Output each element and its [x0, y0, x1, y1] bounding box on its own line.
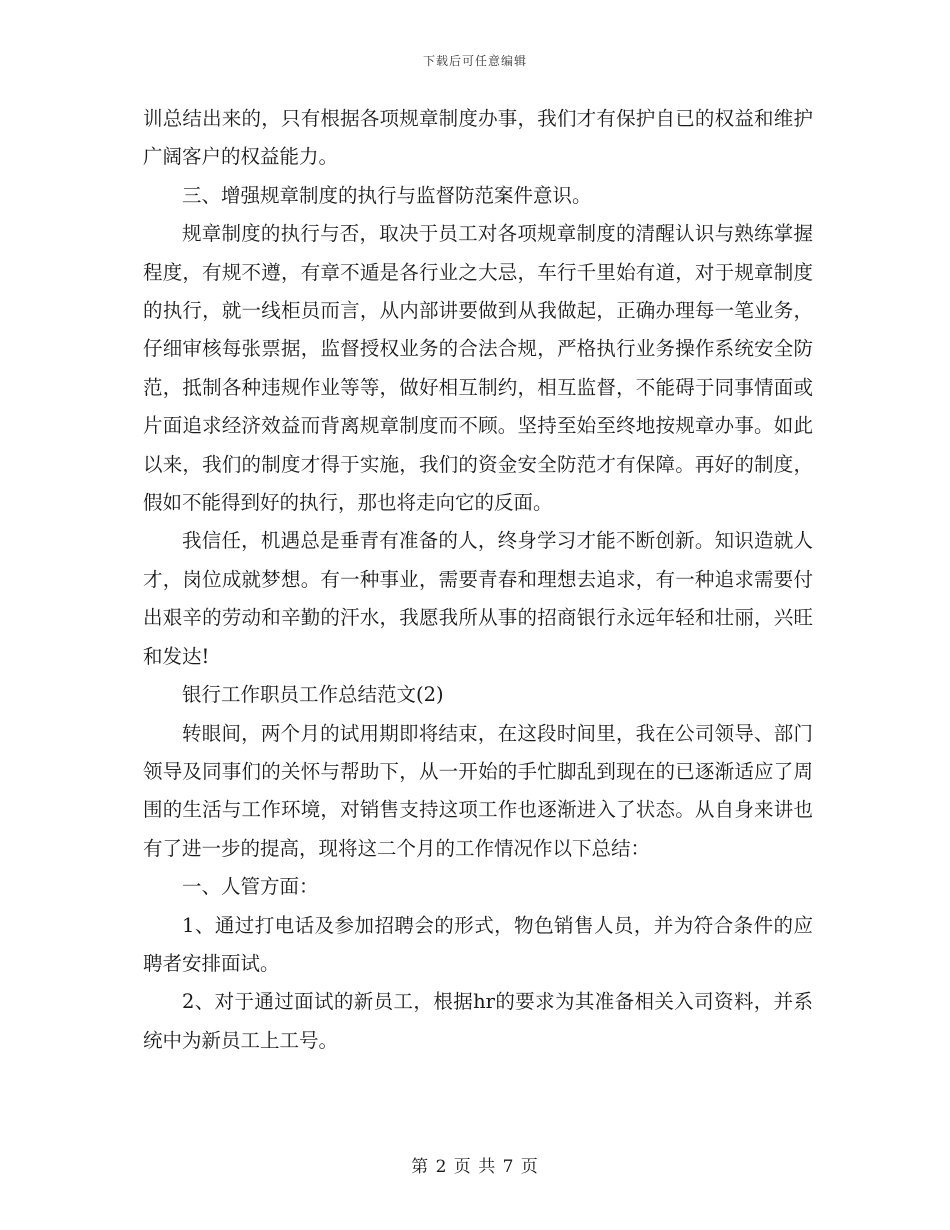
page-number: 第 2 页 共 7 页: [411, 1157, 539, 1177]
document-body: [143, 100, 813, 1060]
section-heading-personnel: 一、人管方面：: [182, 875, 319, 899]
article-title-2: 银行工作职员工作总结范文(2): [182, 683, 444, 707]
paragraph-rules-execution: 规章制度的执行与否，取决于员工对各项规章制度的清醒认识与熟练掌握程度，有规不遵，有章不遁是各行业之大忌，车行千里始有道，对于规章制度的执行，就一线柜员而言，从内部讲要做到从我做起，正确办理每一笔业务，仔细审核每张票据，监督授权业务的合法合规，严格执行业务操作系统安全防范，抵制各种违规作业等等，做好相互制约，相互监督，不能碍于同事情面或片面追求经济效益而背离规章制度而不顾。坚持至始至终地按规章办事。如此以来，我们的制度才得于实施，我们的资金安全防范才有保障。再好的制度，假如不能得到好的执行，那也将走向它的反面。: [143, 222, 813, 515]
paragraph-continuation: 训总结出来的，只有根据各项规章制度办事，我们才有保护自已的权益和维护广阔客户的权益能力。: [143, 107, 813, 169]
list-item-1: 1、通过打电话及参加招聘会的形式，物色销售人员，并为符合条件的应聘者安排面试。: [143, 913, 813, 975]
paragraph-closing: 我信任，机遇总是垂青有准备的人，终身学习才能不断创新。知识造就人才，岗位成就梦想。有一种事业，需要青春和理想去追求，有一种追求需要付出艰辛的劳动和辛勤的汗水，我愿我所从事的招商银行永远年轻和壮丽，兴旺和发达!: [143, 529, 813, 668]
paragraph-intro: 转眼间，两个月的试用期即将结束，在这段时间里，我在公司领导、部门领导及同事们的关怀与帮助下，从一开始的手忙脚乱到现在的已逐渐适应了周围的生活与工作环境，对销售支持这项工作也逐渐进入了状态。从自身来讲也有了进一步的提高，现将这二个月的工作情况作以下总结：: [143, 721, 813, 860]
list-item-2: 2、对于通过面试的新员工，根据hr的要求为其准备相关入司资料，并系统中为新员工上工号。: [143, 990, 813, 1052]
page-header: 下载后可任意编辑: [422, 54, 527, 68]
section-heading-3: 三、增强规章制度的执行与监督防范案件意识。: [182, 183, 592, 207]
